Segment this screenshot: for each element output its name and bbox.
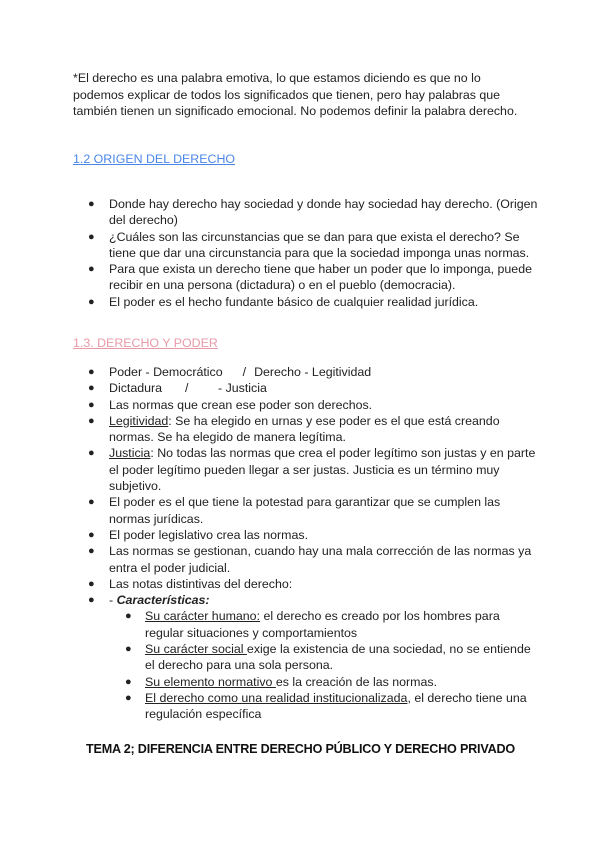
bullet-icon: ● [88, 528, 95, 541]
list-item-text: Las normas que crean ese poder son derechos. [109, 397, 373, 412]
bullet-icon: ● [88, 198, 95, 210]
list-item-text: El poder es el hecho fundante básico de cualquier realidad jurídica. [109, 294, 479, 309]
poder-list [88, 364, 538, 723]
term-elemento-normativo: Su elemento normativo [145, 674, 276, 689]
list-item-text: Las normas se gestionan, cuando hay una mala corrección de las normas ya entra el poder judicial. [109, 544, 532, 575]
bullet-icon: ● [88, 414, 95, 427]
caracteristicas-label: Características: [116, 593, 210, 608]
list-item-text: es la creación de las normas. [275, 674, 438, 689]
slash: / [242, 365, 247, 379]
list-item [88, 229, 538, 262]
list-item-text: exige la existencia de una sociedad, no se entiende el derecho para una sola persona. [145, 642, 531, 673]
sub-list-item [88, 690, 538, 723]
bullet-icon: ● [88, 263, 95, 276]
tema-2-heading: TEMA 2; DIFERENCIA ENTRE DERECHO PÚBLICO Y DERECHO PRIVADO [86, 742, 515, 756]
list-item [88, 576, 538, 592]
list-item-text: Para que exista un derecho tiene que haber un poder que lo imponga, puede recibir en una persona (dictadura) o en el pueblo (democracia). [109, 262, 532, 293]
intro-paragraph: *El derecho es una palabra emotiva, lo que estamos diciendo es que no lo podemos explicar de todos los significados que tienen, pero hay palabras que también tienen un significado emocional. No podemos definir la palabra derecho. [73, 71, 518, 118]
list-item-text: Donde hay derecho hay sociedad y donde hay sociedad hay derecho. (Origen del derecho) [109, 197, 538, 228]
poder-democratico: Poder - Democrático [109, 365, 223, 379]
derecho-legitividad: Derecho - Legitividad [254, 365, 372, 379]
list-item [88, 196, 538, 229]
list-item [88, 494, 538, 527]
list-item [88, 294, 538, 310]
sub-list-item [88, 641, 538, 674]
sub-list-item [88, 674, 538, 690]
bullet-icon: ● [88, 577, 95, 590]
bullet-icon: ● [125, 691, 132, 704]
list-item-text: : No todas las normas que crea el poder legítimo son justas y en parte el poder legítimo pueden llegar a ser justas. Justicia es un término muy subjetivo. [109, 446, 536, 494]
bullet-icon: ● [88, 398, 95, 411]
list-item-dictadura-row [88, 380, 538, 396]
bullet-icon: ● [125, 610, 132, 623]
dash-prefix: - [109, 593, 117, 608]
term-caracter-social: Su carácter social [145, 642, 247, 657]
list-item-text: el derecho es creado por los hombres para regular situaciones y comportamientos [145, 609, 500, 640]
justicia-label: - Justicia [218, 381, 267, 396]
list-item-text: ¿Cuáles son las circunstancias que se dan para que exista el derecho? Se tiene que dar una circunstancia para que la sociedad imponga unas normas. [109, 229, 530, 260]
bullet-icon: ● [125, 675, 132, 688]
dictadura: Dictadura [109, 381, 163, 396]
bullet-icon: ● [88, 295, 95, 308]
list-item [88, 445, 538, 494]
term-justicia: Justicia [109, 446, 151, 461]
list-item-text: , el derecho tiene una regulación específica [145, 690, 527, 722]
bullet-icon: ● [88, 496, 95, 509]
list-item [88, 413, 538, 446]
list-item-text: El poder legislativo crea las normas. [109, 527, 309, 542]
term-legitividad: Legitividad [109, 413, 169, 428]
list-item-poder-row [88, 364, 538, 380]
list-item-text: El poder es el que tiene la potestad para garantizar que se cumplen las normas jurídicas. [109, 495, 501, 526]
list-item-text: Las notas distintivas del derecho: [109, 576, 293, 591]
bullet-icon: ● [88, 382, 95, 395]
origen-list [88, 196, 538, 310]
list-item [88, 397, 538, 413]
bullet-icon: ● [88, 447, 95, 460]
bullet-icon: ● [88, 230, 95, 243]
bullet-icon: ● [88, 594, 95, 607]
bullet-icon: ● [88, 545, 95, 558]
section-heading-origen[interactable]: 1.2 ORIGEN DEL DERECHO [73, 152, 236, 166]
bullet-icon: ● [125, 643, 132, 656]
list-item-text: : Se ha elegido en urnas y ese poder es el que está creando normas. Se ha elegido de manera legítima. [109, 413, 500, 445]
sub-list-item [88, 608, 538, 641]
bullet-icon: ● [88, 366, 95, 378]
list-item [88, 527, 538, 543]
list-item-caracteristicas [88, 592, 538, 608]
list-item [88, 261, 538, 294]
slash: / [185, 381, 189, 396]
section-heading-poder[interactable]: 1.3. DERECHO Y PODER [73, 336, 218, 350]
term-realidad-institucionalizada: El derecho como una realidad institucionalizada [145, 690, 408, 705]
term-caracter-humano: Su carácter humano: [145, 609, 261, 624]
list-item [88, 543, 538, 576]
